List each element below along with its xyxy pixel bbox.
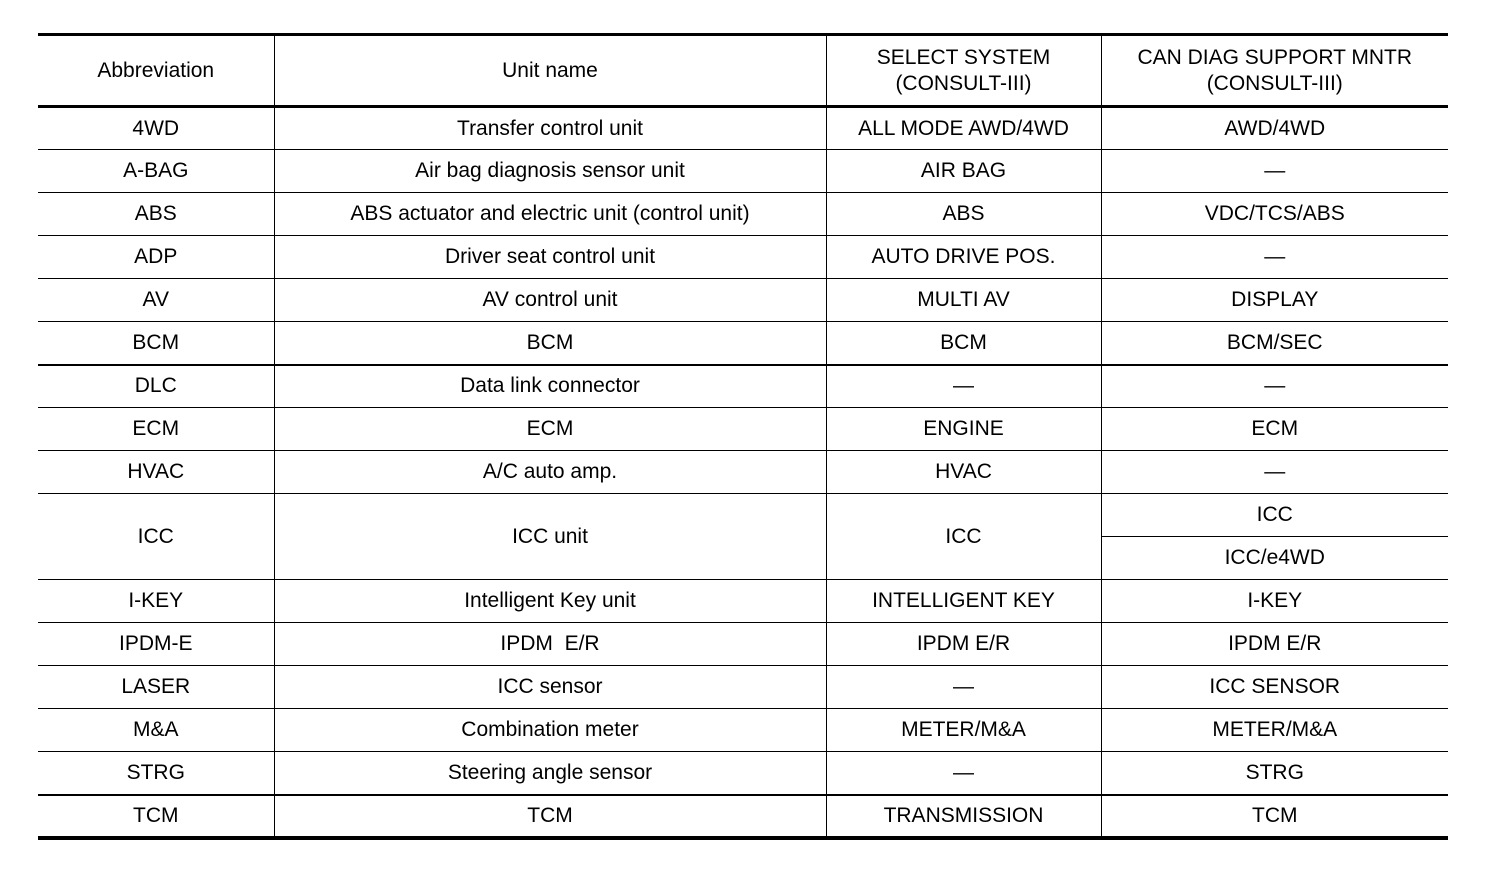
cell-can-diag: — xyxy=(1101,365,1448,408)
cell-can-diag: ICC xyxy=(1101,494,1448,537)
cell-select-system: ICC xyxy=(826,494,1101,580)
cell-can-diag: ICC SENSOR xyxy=(1101,666,1448,709)
header-select-system xyxy=(826,35,1101,107)
cell-unit-name: A/C auto amp. xyxy=(274,451,826,494)
cell-abbreviation: A-BAG xyxy=(38,150,274,193)
table-row xyxy=(38,752,1448,795)
cell-unit-name: TCM xyxy=(274,795,826,838)
table-row xyxy=(38,580,1448,623)
header-select-system-line2: (CONSULT-III) xyxy=(895,71,1032,95)
table-row xyxy=(38,150,1448,193)
cell-unit-name: Driver seat control unit xyxy=(274,236,826,279)
header-abbreviation: Abbreviation xyxy=(38,35,274,107)
cell-can-diag: AWD/4WD xyxy=(1101,107,1448,150)
cell-can-diag: DISPLAY xyxy=(1101,279,1448,322)
cell-can-diag: VDC/TCS/ABS xyxy=(1101,193,1448,236)
cell-select-system: AIR BAG xyxy=(826,150,1101,193)
cell-abbreviation: LASER xyxy=(38,666,274,709)
unit-abbreviation-table xyxy=(38,33,1448,840)
table-row xyxy=(38,666,1448,709)
cell-select-system: IPDM E/R xyxy=(826,623,1101,666)
cell-unit-name: Combination meter xyxy=(274,709,826,752)
header-can-diag-line2: (CONSULT-III) xyxy=(1206,71,1343,95)
cell-unit-name: IPDM E/R xyxy=(274,623,826,666)
cell-unit-name: ICC unit xyxy=(274,494,826,580)
cell-abbreviation: M&A xyxy=(38,709,274,752)
cell-abbreviation: 4WD xyxy=(38,107,274,150)
cell-unit-name: Transfer control unit xyxy=(274,107,826,150)
header-can-diag-line1: CAN DIAG SUPPORT MNTR xyxy=(1137,45,1413,69)
cell-unit-name: Air bag diagnosis sensor unit xyxy=(274,150,826,193)
cell-unit-name: Steering angle sensor xyxy=(274,752,826,795)
table-header xyxy=(38,35,1448,107)
cell-can-diag-secondary: ICC/e4WD xyxy=(1101,537,1448,580)
cell-abbreviation: ABS xyxy=(38,193,274,236)
cell-select-system: — xyxy=(826,752,1101,795)
header-can-diag xyxy=(1101,35,1448,107)
cell-abbreviation: ECM xyxy=(38,408,274,451)
header-row xyxy=(38,35,1448,107)
cell-abbreviation: BCM xyxy=(38,322,274,365)
cell-can-diag: I-KEY xyxy=(1101,580,1448,623)
cell-select-system: TRANSMISSION xyxy=(826,795,1101,838)
cell-abbreviation: STRG xyxy=(38,752,274,795)
cell-abbreviation: AV xyxy=(38,279,274,322)
table-row xyxy=(38,795,1448,838)
cell-can-diag: — xyxy=(1101,236,1448,279)
cell-abbreviation: HVAC xyxy=(38,451,274,494)
cell-unit-name: ICC sensor xyxy=(274,666,826,709)
cell-can-diag: — xyxy=(1101,150,1448,193)
table-row xyxy=(38,322,1448,365)
cell-unit-name: ABS actuator and electric unit (control unit) xyxy=(274,193,826,236)
table-row xyxy=(38,623,1448,666)
table-row xyxy=(38,408,1448,451)
cell-unit-name: Data link connector xyxy=(274,365,826,408)
table-row xyxy=(38,365,1448,408)
cell-select-system: INTELLIGENT KEY xyxy=(826,580,1101,623)
cell-can-diag: BCM/SEC xyxy=(1101,322,1448,365)
cell-can-diag: — xyxy=(1101,451,1448,494)
table-row xyxy=(38,494,1448,537)
cell-can-diag: STRG xyxy=(1101,752,1448,795)
cell-select-system: AUTO DRIVE POS. xyxy=(826,236,1101,279)
header-unit-name: Unit name xyxy=(274,35,826,107)
cell-unit-name: AV control unit xyxy=(274,279,826,322)
table-row xyxy=(38,279,1448,322)
cell-can-diag: IPDM E/R xyxy=(1101,623,1448,666)
table-row xyxy=(38,193,1448,236)
cell-can-diag: ECM xyxy=(1101,408,1448,451)
cell-abbreviation: IPDM-E xyxy=(38,623,274,666)
cell-unit-name: BCM xyxy=(274,322,826,365)
cell-can-diag: METER/M&A xyxy=(1101,709,1448,752)
table-row xyxy=(38,709,1448,752)
cell-select-system: METER/M&A xyxy=(826,709,1101,752)
cell-select-system: ABS xyxy=(826,193,1101,236)
table-body xyxy=(38,107,1448,838)
cell-select-system: MULTI AV xyxy=(826,279,1101,322)
cell-select-system: — xyxy=(826,365,1101,408)
table-row xyxy=(38,107,1448,150)
cell-abbreviation: DLC xyxy=(38,365,274,408)
cell-select-system: ALL MODE AWD/4WD xyxy=(826,107,1101,150)
cell-abbreviation: ADP xyxy=(38,236,274,279)
header-select-system-line1: SELECT SYSTEM xyxy=(876,45,1051,69)
cell-can-diag: TCM xyxy=(1101,795,1448,838)
table-row xyxy=(38,451,1448,494)
cell-abbreviation: I-KEY xyxy=(38,580,274,623)
cell-abbreviation: TCM xyxy=(38,795,274,838)
table-row xyxy=(38,236,1448,279)
cell-select-system: ENGINE xyxy=(826,408,1101,451)
cell-select-system: HVAC xyxy=(826,451,1101,494)
cell-select-system: — xyxy=(826,666,1101,709)
cell-unit-name: Intelligent Key unit xyxy=(274,580,826,623)
cell-abbreviation: ICC xyxy=(38,494,274,580)
cell-select-system: BCM xyxy=(826,322,1101,365)
cell-unit-name: ECM xyxy=(274,408,826,451)
